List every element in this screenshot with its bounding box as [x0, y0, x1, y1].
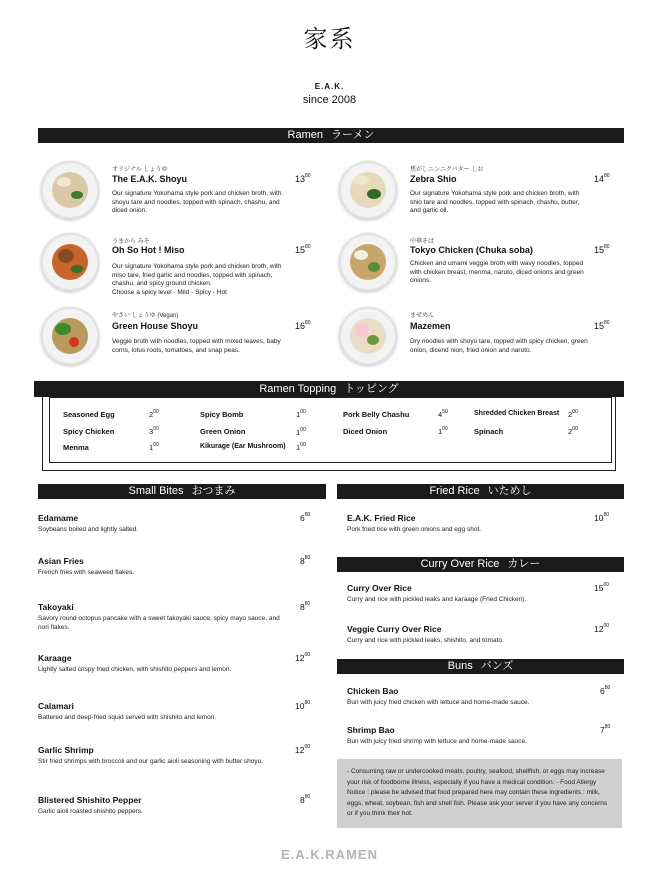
green-house-shoyu-photo	[41, 307, 99, 365]
topping-section-header	[34, 381, 624, 397]
chuka-soba-photo	[339, 233, 397, 291]
buns-title: Buns	[447, 660, 473, 672]
topping-name: Seasoned Egg	[63, 410, 115, 419]
menu-item-description: Soybeans boiled and lightly salted.	[38, 526, 139, 533]
allergy-notice: - Consuming raw or undercooked meats, poultry, seafood, shellfish, or eggs may increase your risk of foodborne illness, especially if you have a medical condition. - Food Allergy Notice : please be advised that food prepared here may contain these ingredients : milk, eggs, wheat, soybean, fish and shell fish. Please ask your server if you have any concerns or if you think their hot.	[337, 759, 622, 828]
menu-item-description: Curry and rice with pickled leaks and karaage (Fried Chicken).	[347, 596, 527, 603]
ramen-item-price: $14^{80}$	[594, 173, 610, 184]
curry-title: Curry Over Rice	[420, 558, 500, 570]
ramen-item-description: Our signature Yokohama style pork and chicken broth, with shio tare and noodles, topped with spinach, chashu, butter, and garlic oil.	[410, 190, 580, 214]
ramen-item-description: Chicken and umami veggie broth with wavy noodles, topped with chicken breast, menma, naruto, diced onions and green onions.	[410, 260, 584, 284]
menu-item-name: Garlic Shrimp	[38, 745, 94, 755]
small-bites-section-header	[38, 484, 326, 499]
ramen-item-description: Our signature Yokohama style pork and chicken broth, with miso tare, fried garlic and noodles, topped with spinach, chashu, and spicy ground chicken. Choose a spicy level - Mild - Spicy - Hot	[112, 263, 292, 297]
since-year: since 2008	[302, 94, 357, 106]
menu-item-description: Pork fried rice with green onions and egg shot.	[347, 526, 482, 533]
curry-section-header	[337, 557, 624, 572]
menu-item-name: Edamame	[38, 513, 79, 523]
ramen-item-price: $13^{80}$	[295, 173, 311, 184]
ramen-item-description: Our signature Yokohama style pork and chicken broth, with shoyu tare and noodles, topped with spinach, chashu, and diced onion.	[112, 190, 282, 214]
ramen-jp-name: うまから みそ	[112, 239, 150, 245]
menu-item-price: $12^{00}$	[594, 623, 610, 634]
menu-item-name: Chicken Bao	[347, 686, 399, 696]
topping-name: Spinach	[474, 427, 504, 436]
menu-item-price: $10^{80}$	[594, 512, 610, 523]
spicy-level-note: Choose a spicy level - Mild - Spicy - Hot	[112, 288, 227, 296]
menu-item-description: French fries with seaweed flakes.	[38, 569, 135, 576]
ramen-item-price: $15^{80}$	[594, 244, 610, 255]
topping-price: $1^{00}$	[296, 442, 306, 452]
miso-ramen-photo	[41, 233, 99, 291]
menu-item-description: Bun with juicy fried shrimp with lettuce and home-made sauce.	[347, 738, 527, 745]
ramen-item-price: $16^{80}$	[295, 320, 311, 331]
menu-item-name: Asian Fries	[38, 556, 84, 566]
shio-ramen-photo	[339, 161, 397, 219]
shoyu-ramen-photo	[41, 161, 99, 219]
menu-item-description: Garlic aioli roasted shishito peppers.	[38, 808, 143, 815]
ramen-jp-name: 焦がしニンニクバター しお	[410, 167, 484, 173]
topping-title-jp: トッピング	[344, 383, 399, 395]
ramen-item-name: Tokyo Chicken (Chuka soba)	[410, 245, 533, 255]
fried-rice-title-jp: いためし	[487, 485, 532, 497]
ramen-section-header	[38, 128, 624, 143]
ramen-item-description: Veggie broth with noodles, topped with mixed leaves, baby corns, lotus roots, tomatoes, and snap peas.	[112, 338, 281, 354]
mazemen-photo	[339, 307, 397, 365]
logo-kanji: 家系	[303, 25, 356, 53]
topping-price: $2^{00}$	[568, 426, 578, 436]
menu-item-price: $15^{00}$	[594, 582, 610, 593]
menu-item-name: Curry Over Rice	[347, 583, 412, 593]
topping-frame-inner	[49, 397, 612, 463]
topping-price: $2^{00}$	[568, 409, 578, 419]
ramen-item-name: Green House Shoyu	[112, 321, 199, 331]
menu-item-price: $8^{80}$	[300, 555, 311, 566]
topping-name: Menma	[63, 443, 89, 452]
menu-item-description: Lightly salted crispy fried chicken, with shishito peppers and lemon.	[38, 666, 232, 673]
topping-price: $4^{50}$	[438, 409, 448, 419]
menu-item-name: Blistered Shishito Pepper	[38, 795, 142, 805]
menu-item-description: Curry and rice with pickled leaks, shishito, and tomato.	[347, 637, 504, 644]
ramen-item-name: Zebra Shio	[410, 174, 457, 184]
menu-item-price: $6^{80}$	[300, 512, 311, 523]
ramen-item-price: $15^{80}$	[594, 320, 610, 331]
topping-price: $2^{00}$	[149, 409, 159, 419]
ramen-title: Ramen	[287, 129, 323, 141]
topping-price: $3^{00}$	[149, 426, 159, 436]
topping-name: Spicy Bomb	[200, 410, 244, 419]
ramen-jp-name: まぜめん	[410, 313, 435, 319]
ramen-title-jp: ラーメン	[331, 129, 375, 141]
topping-name: Kikurage (Ear Mushroom)	[200, 443, 286, 450]
curry-title-jp: カレー	[507, 558, 541, 570]
menu-item-price: $8^{80}$	[300, 794, 311, 805]
ramen-item-name: Mazemen	[410, 321, 451, 331]
menu-item-name: E.A.K. Fried Rice	[347, 513, 416, 523]
topping-price: $1^{00}$	[438, 426, 448, 436]
ramen-item-price: $15^{80}$	[295, 244, 311, 255]
menu-item-description: Battered and deep-fried squid served with shishito and lemon.	[38, 714, 217, 721]
menu-item-description: Stir fried shrimps with broccoli and our garlic aioli seasoning with butter shoyu.	[38, 758, 264, 765]
menu-item-price: $6^{80}$	[600, 685, 611, 696]
menu-item-price: $12^{00}$	[295, 652, 311, 663]
menu-item-name: Shrimp Bao	[347, 725, 395, 735]
menu-item-price: $12^{00}$	[295, 744, 311, 755]
topping-name: Diced Onion	[343, 427, 388, 436]
fried-rice-title: Fried Rice	[429, 485, 480, 497]
small-bites-title-jp: おつまみ	[191, 485, 236, 497]
menu-item-price: $10^{80}$	[295, 700, 311, 711]
buns-section-header	[337, 659, 624, 674]
ramen-item-name: Oh So Hot ! Miso	[112, 245, 185, 255]
menu-item-name: Karaage	[38, 653, 72, 663]
topping-name: Spicy Chicken	[63, 427, 115, 436]
topping-price: $1^{00}$	[296, 409, 306, 419]
menu-item-name: Takoyaki	[38, 602, 74, 612]
menu-item-price: $7^{80}$	[600, 724, 611, 735]
fried-rice-section-header	[337, 484, 624, 499]
topping-name: Pork Belly Chashu	[343, 410, 410, 419]
ramen-item-name: The E.A.K. Shoyu	[112, 174, 188, 184]
menu-item-name: Veggie Curry Over Rice	[347, 624, 442, 634]
topping-title: Ramen Topping	[259, 383, 337, 395]
small-bites-title: Small Bites	[128, 485, 184, 497]
menu-item-name: Calamari	[38, 701, 74, 711]
ramen-jp-name: やさい しょうゆ (Vegan)	[112, 313, 179, 319]
buns-title-jp: バンズ	[480, 660, 514, 672]
menu-item-price: $8^{80}$	[300, 601, 311, 612]
footer-brand: E.A.K.RAMEN	[281, 847, 378, 862]
menu-item-description: Bun with juicy fried chicken with lettuce and home-made sauce.	[347, 699, 530, 706]
topping-price: $1^{00}$	[296, 427, 306, 437]
topping-price: $1^{00}$	[149, 442, 159, 452]
menu-item-description: Savory round octopus pancake with a sweet takoyaki sauce, spicy mayo sauce, and nori flakes.	[38, 615, 280, 631]
ramen-jp-name: オリジナル しょうゆ	[112, 167, 168, 173]
topping-name: Shredded Chicken Breast	[474, 410, 560, 417]
ramen-jp-name: 中華そば	[410, 239, 435, 245]
ramen-item-description: Dry noodles with shoyu tare, topped with spicy chicken, green onion, dicend nion, fried onion and naruto.	[410, 338, 588, 354]
topping-name: Green Onion	[200, 427, 246, 436]
logo-brand-name: E.A.K.	[314, 82, 345, 91]
